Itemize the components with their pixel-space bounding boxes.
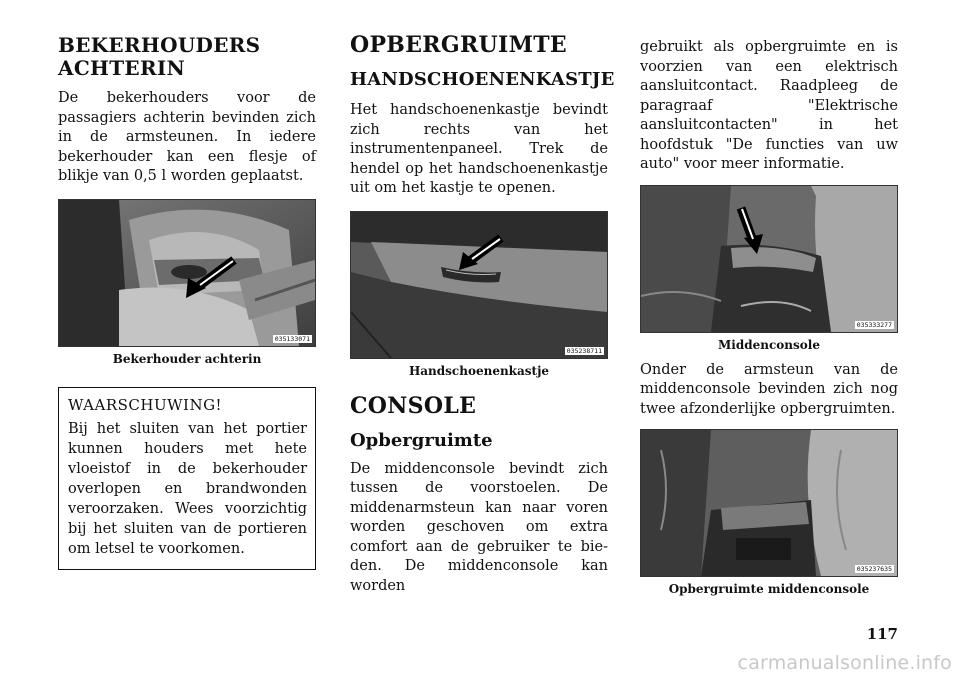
heading-rear-cupholders: BEKERHOUDERS ACHTERIN bbox=[58, 33, 261, 80]
paragraph-under-armrest: Onder de armsteun van de middenconsole bevinden zich nog twee afzonderlijke opbergruimten. bbox=[640, 361, 898, 417]
heading-console: CONSOLE bbox=[350, 392, 477, 419]
image-code: 035238711 bbox=[566, 346, 602, 355]
paragraph-console: De middenconsole bevindt zich tussen de voorstoelen. De middenarmsteun kan naar voren worden geschoven om extra comfort aan de gebruiker te bieden. De middenconsole kan worden bbox=[350, 460, 608, 594]
column-2 bbox=[350, 32, 615, 596]
rear-cupholder-illustration bbox=[59, 200, 315, 346]
paragraph-rear-cupholders: De bekerhouders voor de passagiers achterin bevinden zich in de armsteunen. In iedere bekerhouder kan een flesje of blikje van 0,5 l worden geplaatst. bbox=[58, 90, 316, 184]
photo-center-console bbox=[640, 185, 898, 333]
caption-console-storage: Opbergruimte middenconsole bbox=[668, 582, 870, 596]
paragraph-glovebox: Het handschoenenkastje bevindt zich rechts van het instrumentenpaneel. Trek de hendel op het handschoenenkastje uit om het kastje te openen. bbox=[350, 102, 608, 196]
watermark-text: carmanualsonline.info bbox=[737, 652, 952, 674]
photo-console-storage bbox=[640, 429, 898, 577]
glovebox-illustration bbox=[351, 212, 607, 358]
image-code: 035237635 bbox=[856, 565, 892, 573]
column-1 bbox=[58, 34, 316, 570]
image-code: 035333277 bbox=[856, 320, 892, 329]
center-console-illustration bbox=[641, 186, 897, 332]
column-3 bbox=[640, 38, 898, 597]
caption-center-console: Middenconsole bbox=[718, 337, 820, 352]
console-storage-illustration bbox=[641, 430, 897, 576]
warning-box bbox=[58, 387, 316, 570]
subheading-console-storage: Opbergruimte bbox=[350, 429, 493, 451]
warning-title: WAARSCHUWING! bbox=[68, 395, 223, 414]
photo-glovebox bbox=[350, 211, 608, 359]
warning-text: Bij het sluiten van het portier kunnen houders met hete vloeistof in de bekerhouder overlopen en brandwonden veroorzaken. Wees voorzichtig bij het sluiten van de portieren om letsel te voorkomen. bbox=[68, 420, 307, 557]
caption-rear-cupholder: Bekerhouder achterin bbox=[112, 351, 262, 366]
paragraph-console-continued: gebruikt als opbergruimte en is voorzien van een elektrisch aansluitcontact. Raadpleeg de paragraaf "Elektrische aansluitcontacten" in het hoofdstuk "De functies van uw auto" voor meer informatie. bbox=[640, 39, 898, 172]
image-code: 035133071 bbox=[274, 334, 310, 343]
caption-glovebox: Handschoenenkastje bbox=[408, 363, 550, 378]
heading-storage: OPBERGRUIMTE bbox=[350, 32, 567, 58]
subheading-glovebox: HANDSCHOENENKASTJE bbox=[350, 69, 615, 90]
photo-rear-cupholder bbox=[58, 199, 316, 347]
page-number: 117 bbox=[866, 625, 898, 643]
